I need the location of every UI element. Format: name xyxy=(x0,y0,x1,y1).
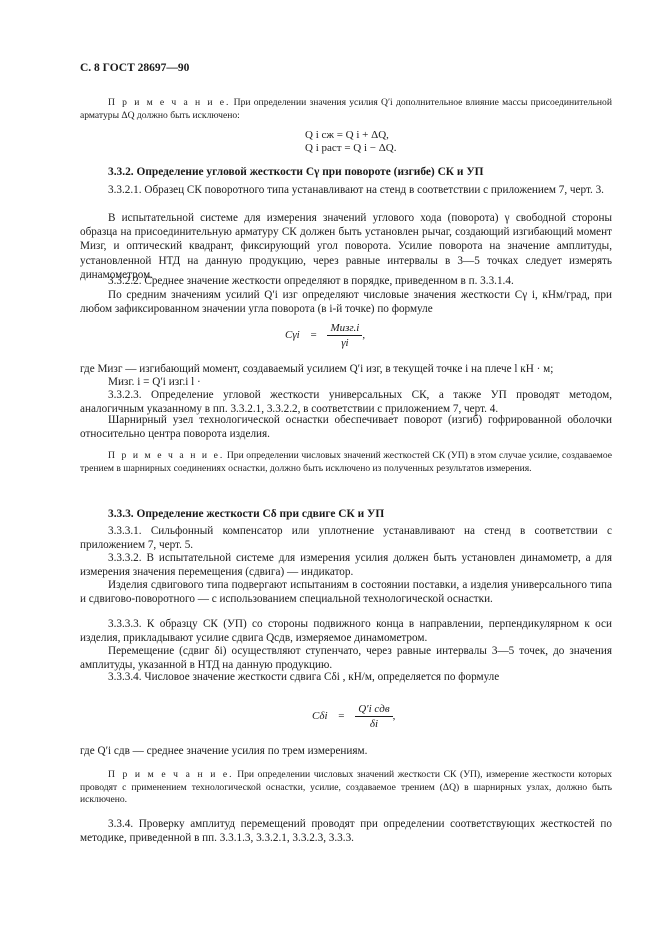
note-1-text: При определении значения усилия Q′i дополнительное влияние массы присоединительной арматуры ΔQ должно быть исключено: xyxy=(80,97,612,121)
para-3321-system: В испытательной системе для измерения значений углового хода (поворота) γ свободной стороны образца на присоединительную арматуру СК должен быть установлен рычаг, создающий изгибающий момент Mизг, и оптический квадрант, фиксирующий угол поворота. Усилие поворота на значение амплитуды, установленной НТД на данную продукцию, через равные интервалы в 3—5 точках следует измерять динамометром. xyxy=(80,212,612,281)
para-3333-shift: Перемещение (сдвиг δi) осуществляют ступенчато, через равные интервалы 3—5 точек, до значения амплитуды, указанной в НТД на данную продукцию. xyxy=(80,645,612,672)
note-2 xyxy=(80,450,612,475)
page-header: С. 8 ГОСТ 28697—90 xyxy=(80,62,190,74)
where-moment: где Mизг — изгибающий момент, создаваемый усилием Q′i изг, в текущей точке i на плече l кН · м; xyxy=(80,363,554,375)
para-3323-hinge: Шарнирный узел технологической оснастки обеспечивает поворот (изгиб) гофрированной оболочки относительно центра поворота изделия. xyxy=(80,414,612,441)
para-3323: 3.3.2.3. Определение угловой жесткости универсальных СК, а также УП проводят методом, аналогичным указанному в пп. 3.3.2.1, 3.3.2.2, в соответствии с приложением 7, черт. 4. xyxy=(80,389,612,416)
formula-shear-left: Cδi xyxy=(312,710,328,723)
formula-shear-denominator: δi xyxy=(369,718,379,730)
formula-angular-stiffness: Cγi = $\frac{\text{Mизг.i}}{\gamma i}$ , xyxy=(285,322,366,349)
para-3332: 3.3.3.2. В испытательной системе для измерения усилия должен быть установлен динамометр, а для измерения значения перемещения (сдвига) — индикатор. xyxy=(80,552,612,579)
formula-1-line-2: Q i раст = Q i − ΔQ. xyxy=(305,142,397,154)
formula-angular-denominator: γi xyxy=(341,337,349,349)
para-3331: 3.3.3.1. Сильфонный компенсатор или уплотнение устанавливают на стенд в соответствии с приложением 7, черт. 5. xyxy=(80,525,612,552)
para-3322: 3.3.2.2. Среднее значение жесткости определяют в порядке, приведенном в п. 3.3.1.4. xyxy=(108,275,514,287)
para-3334: 3.3.3.4. Числовое значение жесткости сдвига Cδi , кН/м, определяется по формуле xyxy=(108,671,500,683)
para-334: 3.3.4. Проверку амплитуд перемещений проводят при определении соответствующих жесткостей по методике, приведенной в пп. 3.3.1.3, 3.3.2.1, 3.3.2.3, 3.3.3. xyxy=(80,818,612,845)
formula-shear-numerator: Q′i сдв xyxy=(355,703,392,717)
section-333-heading: 3.3.3. Определение жесткости Cδ при сдвиге СК и УП xyxy=(108,508,385,520)
note-2-text: При определении числовых значений жесткостей СК (УП) в этом случае усилие, создаваемое трением в шарнирных соединениях оснастки, должно быть исключено из полученных результатов измерения. xyxy=(80,450,612,474)
formula-angular-numerator: Mизг.i xyxy=(327,322,362,336)
note-3 xyxy=(80,769,612,807)
note-3-text: При определении числовых значений жесткости СК (УП), измерение жесткости которых проводят с применением технологической оснастки, усилие, создаваемое трением (ΔQ) в шарнирных узлах, должно быть исключено. xyxy=(80,769,612,806)
where-shear-force: где Q′i сдв — среднее значение усилия по трем измерениям. xyxy=(80,745,368,757)
note-1-label: П р и м е ч а н и е. xyxy=(108,97,231,108)
para-3333: 3.3.3.3. К образцу СК (УП) со стороны подвижного конца в направлении, перпендикулярном к оси изделия, прикладывают усилие сдвига Qсдв, измеряемое динамометром. xyxy=(80,618,612,645)
para-3322-values: По средним значениям усилий Q′i изг определяют числовые значения жесткости Cγ i, кНм/град, при любом зафиксированном значении угла поворота (в i-й точке) по формуле xyxy=(80,289,612,316)
formula-angular-left: Cγi xyxy=(285,329,300,342)
para-3332-types: Изделия сдвигового типа подвергают испытаниям в состоянии поставки, а изделия универсального типа и сдвигово-поворотного — с использованием специальной технологической оснастки. xyxy=(80,579,612,606)
note-3-label: П р и м е ч а н и е. xyxy=(108,769,234,780)
section-332-heading: 3.3.2. Определение угловой жесткости Cγ при повороте (изгибе) СК и УП xyxy=(108,166,484,178)
formula-shear-stiffness: Cδi = $\frac{\text{Q′i сдв}}{\delta i}$ , xyxy=(312,703,396,730)
para-3321: 3.3.2.1. Образец СК поворотного типа устанавливают на стенд в соответствии с приложением 7, черт. 3. xyxy=(108,184,604,196)
where-moment-2: Mизг. i = Q′i изг.i l · xyxy=(108,376,201,388)
note-2-label: П р и м е ч а н и е. xyxy=(108,450,225,461)
note-1 xyxy=(80,97,612,122)
formula-1-line-1: Q i сж = Q i + ΔQ, xyxy=(305,129,389,141)
